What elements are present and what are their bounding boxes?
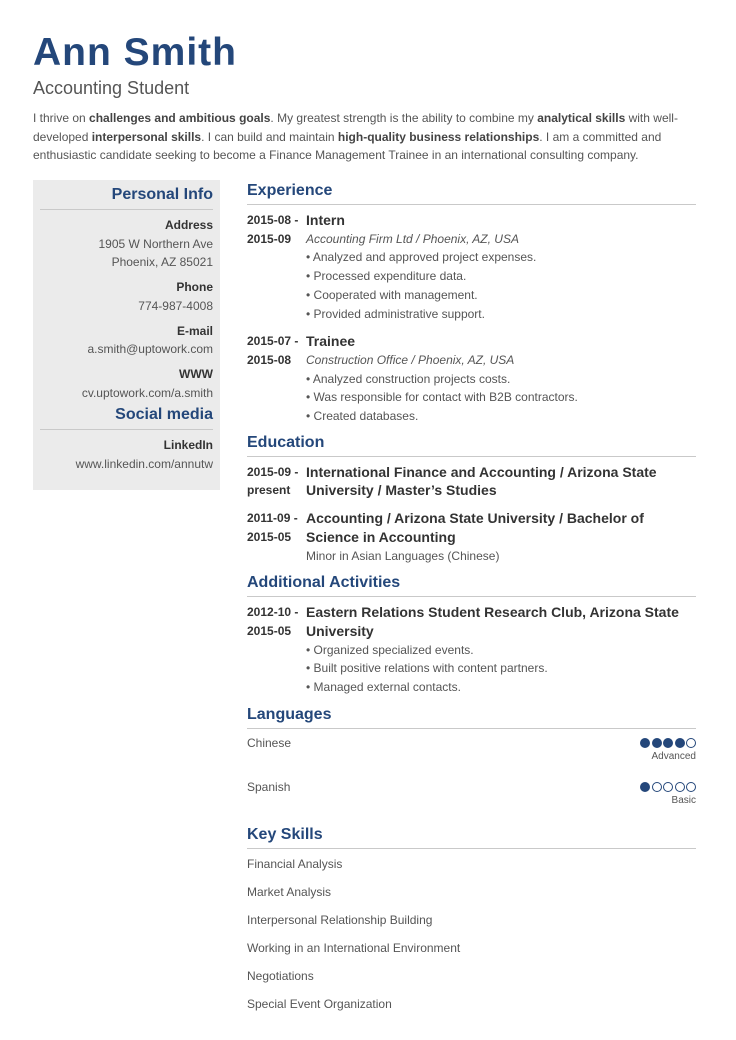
entry-subtitle: Accounting Firm Ltd / Phoenix, AZ, USA (306, 231, 519, 246)
entry-bullet: • Analyzed construction projects costs. (306, 371, 511, 386)
job-title: Accounting Student (33, 78, 190, 98)
address-line1: 1905 W Northern Ave (98, 236, 213, 251)
entry-bullet: • Cooperated with management. (306, 287, 478, 302)
filled-dot-icon (675, 738, 685, 748)
candidate-name: Ann Smith (33, 31, 237, 74)
language-level: Basic (671, 794, 696, 806)
date-start: 2011-09 - (247, 511, 298, 526)
language-row (247, 729, 696, 773)
language-row (247, 773, 696, 817)
summary-text: I thrive on (33, 111, 90, 125)
language-rating (640, 782, 696, 792)
empty-dot-icon (686, 782, 696, 792)
date-end: 2015-05 (247, 529, 292, 544)
resume-page (33, 30, 696, 1011)
empty-dot-icon (663, 782, 673, 792)
skills-heading: Key Skills (247, 824, 696, 849)
filled-dot-icon (640, 738, 650, 748)
sidebar (33, 180, 220, 490)
address-line2: Phoenix, AZ 85021 (111, 255, 213, 270)
personal-info-heading: Personal Info (40, 184, 213, 210)
date-end: 2015-09 (247, 231, 292, 246)
www-value[interactable]: cv.uptowork.com/a.smith (81, 385, 213, 400)
empty-dot-icon (652, 782, 662, 792)
summary-bold: analytical skills (537, 111, 626, 125)
summary-bold: challenges and ambitious goals (89, 111, 271, 125)
social-media-heading: Social media (40, 404, 213, 430)
entry-bullet: • Was responsible for contact with B2B contractors. (306, 390, 578, 405)
empty-dot-icon (675, 782, 685, 792)
entry-dates (247, 509, 302, 546)
entry-bullet: • Processed expenditure data. (306, 269, 467, 284)
phone-label: Phone (176, 280, 213, 295)
filled-dot-icon (652, 738, 662, 748)
entry-bullet: • Analyzed and approved project expenses. (306, 250, 537, 265)
linkedin-value[interactable]: www.linkedin.com/annutw (75, 457, 213, 472)
experience-entry (247, 211, 696, 323)
date-start: 2012-10 - (247, 605, 299, 620)
entry-dates (247, 211, 302, 248)
phone-value: 774-987-4008 (138, 298, 213, 313)
filled-dot-icon (640, 782, 650, 792)
education-heading: Education (247, 432, 696, 457)
entry-note: Minor in Asian Languages (Chinese) (306, 548, 500, 563)
experience-heading: Experience (247, 180, 696, 205)
filled-dot-icon (663, 738, 673, 748)
entry-dates (247, 463, 302, 500)
skill-item: Market Analysis (247, 884, 332, 899)
entry-title: Trainee (306, 333, 356, 350)
summary-text: . I can build and maintain (201, 129, 338, 144)
main-column (247, 180, 696, 1023)
date-end: 2015-05 (247, 623, 292, 638)
linkedin-label: LinkedIn (163, 438, 213, 453)
email-label: E-mail (176, 323, 213, 338)
date-end: 2015-08 (247, 352, 292, 367)
www-label: WWW (179, 366, 213, 381)
date-end: present (247, 483, 291, 498)
entry-bullet: • Created databases. (306, 409, 419, 424)
education-entry (247, 509, 696, 565)
languages-heading: Languages (247, 704, 696, 729)
entry-bullet: • Provided administrative support. (306, 306, 485, 321)
skill-item: Negotiations (247, 968, 314, 983)
summary-bold: interpersonal skills (91, 129, 202, 144)
entry-title: International Finance and Accounting / Arizona State University / Master’s Studies (306, 463, 657, 499)
entry-title: Accounting / Arizona State University / Bachelor of Science in Accounting (306, 510, 644, 545)
entry-subtitle: Construction Office / Phoenix, AZ, USA (306, 352, 515, 367)
address-label: Address (164, 218, 213, 232)
skill-item: Special Event Organization (247, 996, 392, 1011)
date-start: 2015-09 - (247, 464, 299, 479)
entry-dates (247, 332, 302, 369)
language-name: Spanish (247, 779, 291, 794)
experience-entry (247, 332, 696, 426)
activities-heading: Additional Activities (247, 572, 696, 597)
language-rating (640, 738, 696, 748)
entry-bullet: • Built positive relations with content partners. (306, 661, 548, 676)
skill-item: Working in an International Environment (247, 940, 461, 955)
date-start: 2015-08 - (247, 213, 299, 227)
summary-paragraph (33, 109, 696, 165)
date-start: 2015-07 - (247, 334, 299, 349)
entry-dates (247, 603, 302, 640)
summary-text: . I am a committed and enthusiastic candidate seeking to become a Finance Management Trainee in an international consulting company. (33, 129, 662, 163)
summary-text: with well-developed (33, 111, 678, 144)
skill-item: Financial Analysis (247, 856, 343, 871)
entry-title: Eastern Relations Student Research Club, Arizona State University (306, 604, 679, 639)
summary-text: . My greatest strength is the ability to combine my (270, 111, 538, 125)
entry-bullet: • Organized specialized events. (306, 642, 474, 657)
entry-title: Intern (306, 212, 345, 228)
education-entry (247, 463, 696, 500)
language-level: Advanced (651, 750, 696, 762)
entry-bullet: • Managed external contacts. (306, 680, 461, 695)
skill-item: Interpersonal Relationship Building (247, 912, 433, 927)
language-name: Chinese (247, 735, 292, 750)
activity-entry (247, 603, 696, 697)
summary-bold: high-quality business relationships (337, 129, 540, 144)
email-value[interactable]: a.smith@uptowork.com (87, 342, 213, 357)
empty-dot-icon (686, 738, 696, 748)
